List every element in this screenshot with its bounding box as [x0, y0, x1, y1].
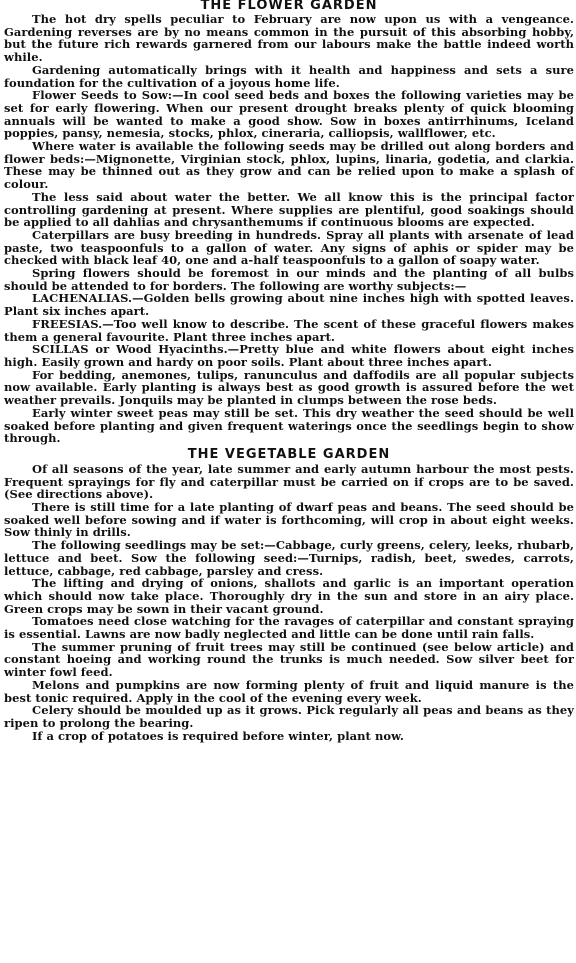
paragraph: Of all seasons of the year, late summer and early autumn harbour the most pests. Frequent sprayings for fly and caterpillar must be carried on if crops are to be saved. (See directions above).	[4, 461, 574, 502]
paragraph: The following seedlings may be set:—Cabbage, curly greens, celery, leeks, rhubarb, lettuce and beet. Sow the following seed:—Turnips, radish, beet, swedes, carrots, lettuce, cabbage, red cabbage, parsley and cress.	[4, 538, 574, 578]
vegetable-garden-heading: THE VEGETABLE GARDEN	[187, 446, 391, 462]
vegetable-garden-section	[4, 463, 574, 742]
paragraph: For bedding, anemones, tulips, ranunculus and daffodils are all popular subjects now available. Early planting is always best as good growth is assured before the wet weather prevails. Jonquils may be planted in clumps between the rose beds.	[4, 367, 574, 408]
paragraph: The summer pruning of fruit trees may still be continued (see below article) and constant hoeing and working round the trunks is much needed. Sow silver beet for winter fowl feed.	[4, 639, 574, 680]
paragraph: Where water is available the following seeds may be drilled out along borders and flower beds:—Mignonette, Virginian stock, phlox, lupins, linaria, godetia, and clarkia. These may be thinned out as they grow and can be relied upon to make a splash of colour.	[4, 139, 574, 192]
paragraph: The hot dry spells peculiar to February are now upon us with a vengeance. Gardening reverses are by no means common in the pursuit of this absorbing hobby, but the future rich rewards garnered from our labours make the battle indeed worth while.	[4, 12, 574, 65]
paragraph: FREESIAS.—Too well know to describe. The scent of these graceful flowers makes them a general favourite. Plant three inches apart.	[4, 316, 574, 344]
paragraph: SCILLAS or Wood Hyacinths.—Pretty blue and white flowers about eight inches high. Easily grown and hardy on poor soils. Plant about three inches apart.	[4, 342, 574, 369]
paragraph: The lifting and drying of onions, shallots and garlic is an important operation which should now take place. Thoroughly dry in the sun and store in an airy place. Green crops may be sown in their vacant ground.	[4, 576, 574, 616]
paragraph: Gardening automatically brings with it health and happiness and sets a sure foundation for the cultivation of a joyous home life.	[4, 62, 574, 90]
paragraph: Early winter sweet peas may still be set. This dry weather the seed should be well soaked before planting and given frequent waterings once the seedlings begin to show through.	[4, 405, 574, 446]
paragraph: Flower Seeds to Sow:—In cool seed beds and boxes the following varieties may be set for early flowering. When our present drought breaks plenty of quick blooming annuals will be wanted to make a good show. Sow in boxes antirrhinums, Iceland poppies, pansy, nemesia, stocks, phlox, cineraria, calliopsis, wallflower, etc.	[4, 88, 574, 141]
paragraph: Melons and pumpkins are now forming plenty of fruit and liquid manure is the best tonic required. Apply in the cool of the evening every week.	[4, 677, 574, 705]
paragraph: If a crop of potatoes is required before winter, plant now.	[32, 728, 404, 743]
flower-garden-section	[4, 13, 574, 445]
paragraph: There is still time for a late planting of dwarf peas and beans. The seed should be soaked well before sowing and if water is forthcoming, will crop in about eight weeks. Sow thinly in drills.	[4, 500, 574, 540]
paragraph: The less said about water the better. We all know this is the principal factor controlling gardening at present. Where supplies are plentiful, good soakings should be applied to all dahlias and chrysanthemums if continuous blooms are expected.	[4, 189, 574, 230]
flower-garden-heading: THE FLOWER GARDEN	[200, 0, 378, 13]
paragraph: Celery should be moulded up as it grows. Pick regularly all peas and beans as they ripen to prolong the bearing.	[4, 703, 574, 730]
paragraph: Spring flowers should be foremost in our minds and the planting of all bulbs should be attended to for borders. The following are worthy subjects:—	[4, 266, 574, 293]
paragraph: LACHENALIAS.—Golden bells growing about nine inches high with spotted leaves. Plant six inches apart.	[4, 291, 574, 319]
paragraph: Caterpillars are busy breeding in hundreds. Spray all plants with arsenate of lead paste, two teaspoonfuls to a gallon of water. Any signs of aphis or spider may be checked with black leaf 40, one and a-half teaspoonfuls to a gallon of soapy water.	[4, 227, 574, 268]
paragraph: Tomatoes need close watching for the ravages of caterpillar and constant spraying is essential. Lawns are now badly neglected and little can be done until rain falls.	[4, 614, 574, 642]
